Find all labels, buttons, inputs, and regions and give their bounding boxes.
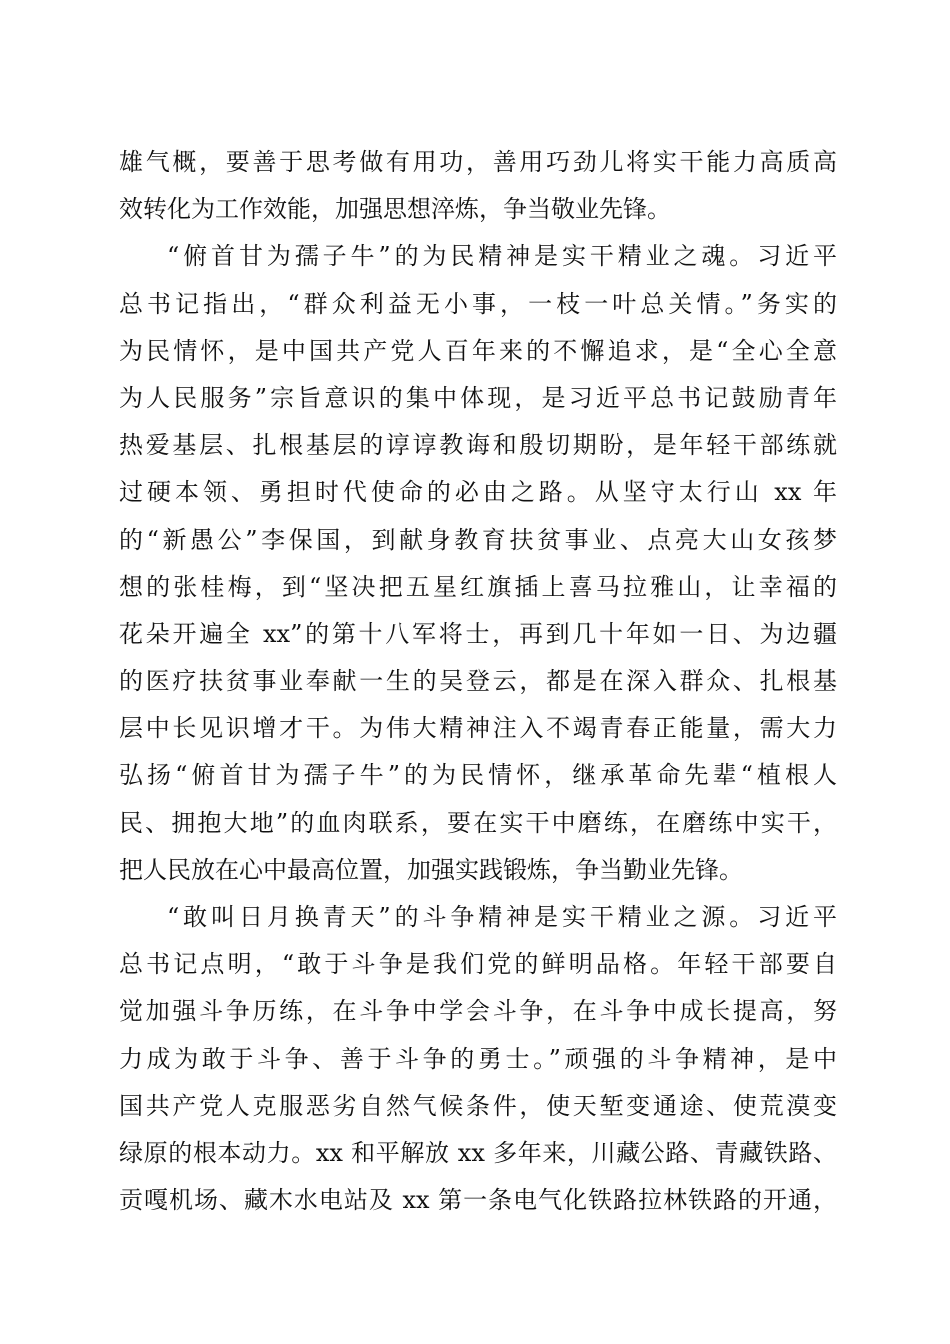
text-line: 效转化为工作效能，加强思想淬炼，争当敬业先锋。 <box>119 195 671 224</box>
text-line: 弘扬“俯首甘为孺子牛”的为民情怀，继承革命先辈“植根人 <box>119 761 837 790</box>
text-line: 过硬本领、勇担时代使命的必由之路。从坚守太行山 xx 年 <box>119 478 837 507</box>
text-line: 想的张桂梅，到“坚决把五星红旗插上喜马拉雅山，让幸福的 <box>119 572 837 601</box>
text-line: 总书记点明，“敢于斗争是我们党的鲜明品格。年轻干部要自 <box>119 950 837 979</box>
text-line: 力成为敢于斗争、善于斗争的勇士。”顽强的斗争精神，是中 <box>119 1044 837 1073</box>
text-line: 觉加强斗争历练，在斗争中学会斗争，在斗争中成长提高，努 <box>119 997 837 1026</box>
text-line: 绿原的根本动力。xx 和平解放 xx 多年来，川藏公路、青藏铁路、 <box>119 1138 837 1167</box>
text-line: 总书记指出，“群众利益无小事，一枝一叶总关情。”务实的 <box>119 289 837 318</box>
paragraph-1 <box>119 139 837 233</box>
text-line: 的医疗扶贫事业奉献一生的吴登云，都是在深入群众、扎根基 <box>119 667 837 696</box>
text-line: 为民情怀，是中国共产党人百年来的不懈追求，是“全心全意 <box>119 336 837 365</box>
text-line: 民、拥抱大地”的血肉联系，要在实干中磨练，在磨练中实干， <box>119 808 837 837</box>
text-line: 花朵开遍全 xx”的第十八军将士，再到几十年如一日、为边疆 <box>119 619 837 648</box>
text-line: 层中长见识增才干。为伟大精神注入不竭青春正能量，需大力 <box>119 714 837 743</box>
paragraph-2 <box>119 233 837 894</box>
text-line: 热爱基层、扎根基层的谆谆教诲和殷切期盼，是年轻干部练就 <box>119 431 837 460</box>
document-body <box>119 139 837 1224</box>
text-line: 贡嘎机场、藏木水电站及 xx 第一条电气化铁路拉林铁路的开通， <box>119 1186 837 1215</box>
text-line: 的“新愚公”李保国，到献身教育扶贫事业、点亮大山女孩梦 <box>119 525 837 554</box>
text-line: “敢叫日月换青天”的斗争精神是实干精业之源。习近平 <box>167 903 837 931</box>
paragraph-3 <box>119 894 837 1224</box>
text-line: “俯首甘为孺子牛”的为民精神是实干精业之魂。习近平 <box>167 242 837 271</box>
text-line: 雄气概，要善于思考做有用功，善用巧劲儿将实干能力高质高 <box>119 148 837 176</box>
text-line: 为人民服务”宗旨意识的集中体现，是习近平总书记鼓励青年 <box>119 383 837 412</box>
text-line: 国共产党人克服恶劣自然气候条件，使天堑变通途、使荒漠变 <box>119 1091 837 1120</box>
text-line: 把人民放在心中最高位置，加强实践锻炼，争当勤业先锋。 <box>119 855 743 884</box>
